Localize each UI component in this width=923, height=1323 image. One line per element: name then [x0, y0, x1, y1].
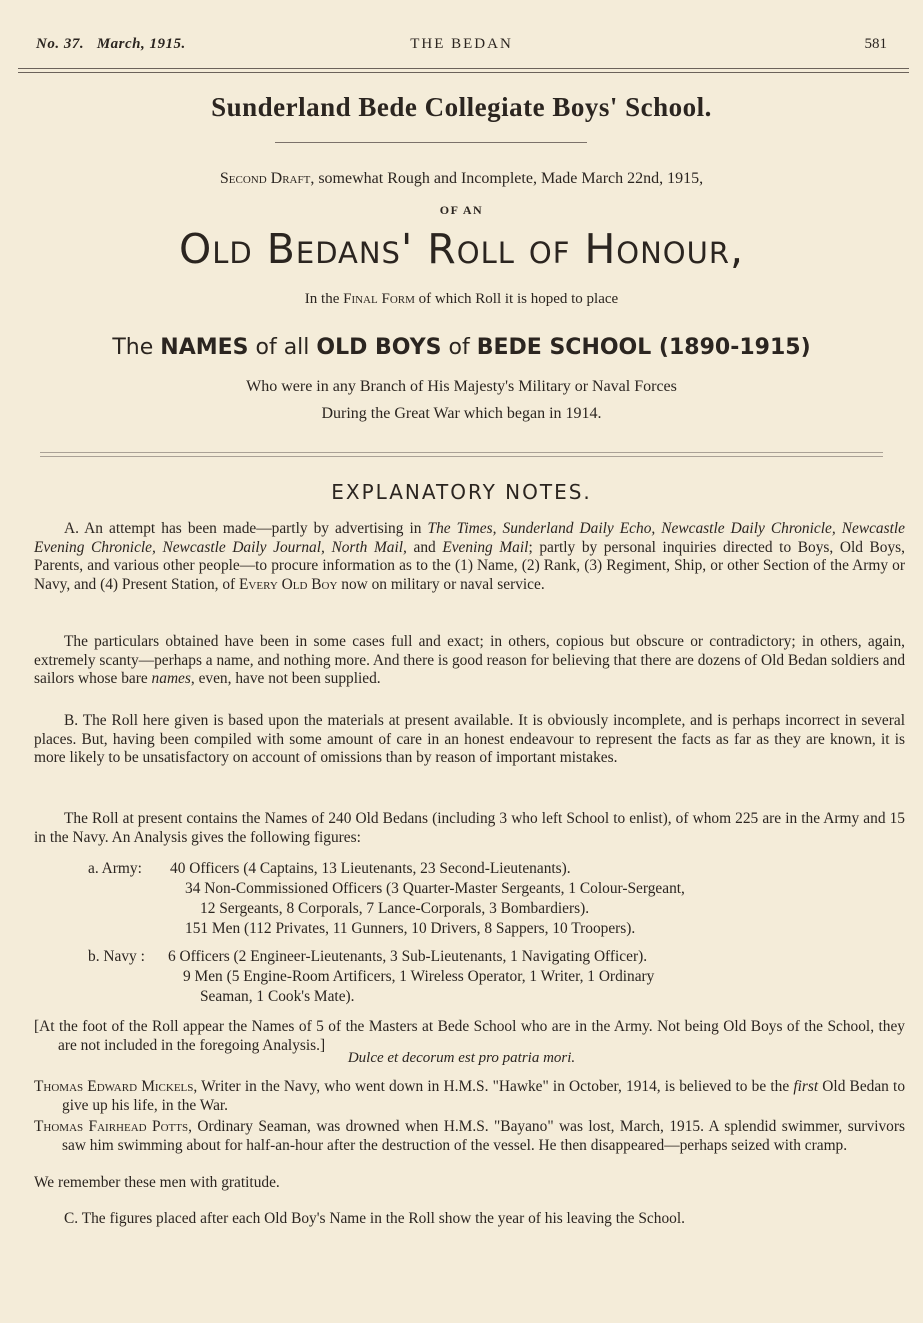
section-rule — [40, 452, 883, 457]
mickels-first: first — [793, 1078, 819, 1095]
draft-line — [0, 170, 923, 188]
note-a-text4: now on military or naval service. — [337, 575, 545, 593]
note-a-label: A. — [64, 520, 79, 537]
issue-date: March, 1915. — [96, 36, 186, 52]
note-b-text: The Roll here given is based upon the materials at present available. It is obviously incomplete, and is perhaps incorrect in several places. But, having been compiled with some amount of care in an honest endeavour to represent the facts as far as they are known, it is more likely to be unsatisfactory on account of omissions than by reason of important mistakes. — [34, 712, 905, 767]
note-a-papers: The Times, Sunderland Daily Echo, Newcastle Daily Chronicle, Newcastle Evening Chronicle, Newcastle Daily Journal, North Mail, — [34, 520, 906, 556]
note-a-text1: An attempt has been made—partly by advertising in — [78, 520, 428, 537]
final-form-pre: In the — [304, 291, 344, 307]
mickels-text1: , Writer in the Navy, who went down in H.M.S. "Hawke" in October, 1914, is believed to be the — [193, 1078, 794, 1095]
roll-title: Old Bedans' Roll of Honour, — [178, 225, 745, 273]
names-w1: The — [112, 335, 161, 360]
potts-entry — [34, 1118, 905, 1155]
final-form-sc: Final Form — [343, 291, 415, 307]
note-c-text: The figures placed after each Old Boy's Name in the Roll show the year of his leaving the School. — [78, 1210, 685, 1227]
navy-line-1: 6 Officers (2 Engineer-Lieutenants, 3 Sub-Lieutenants, 1 Navigating Officer). — [168, 948, 648, 965]
potts-text: , Ordinary Seaman, was drowned when H.M.S. "Bayano" was lost, March, 1915. A splendid swimmer, survivors saw him swimming about for half-an-hour after the destruction of the vessel. He then disappeared—perhaps seized with cramp. — [62, 1118, 905, 1154]
title-rule — [275, 142, 587, 143]
school-title: Sunderland Bede Collegiate Boys' School. — [211, 92, 712, 122]
army-line-1: 40 Officers (4 Captains, 13 Lieutenants, 23 Second-Lieutenants). — [170, 860, 571, 877]
army-line-2: 34 Non-Commissioned Officers (3 Quarter-Master Sergeants, 1 Colour-Sergeant, — [185, 880, 685, 897]
header-rule — [18, 68, 909, 73]
navy-line-3: Seaman, 1 Cook's Mate). — [200, 988, 355, 1005]
note-c-label: C. — [64, 1210, 79, 1227]
army-label: a. Army: — [88, 860, 142, 877]
mickels-entry — [34, 1078, 905, 1115]
army-line-4: 151 Men (112 Privates, 11 Gunners, 10 Drivers, 8 Sappers, 10 Troopers). — [185, 920, 636, 937]
motto: Dulce et decorum est pro patria mori. — [347, 1050, 576, 1066]
note-c — [34, 1210, 905, 1229]
note-particulars — [34, 633, 905, 689]
who-line-1: Who were in any Branch of His Majesty's Military or Naval Forces — [246, 378, 677, 395]
who-line-2: During the Great War which began in 1914. — [321, 405, 602, 422]
names-w3: of all — [248, 335, 317, 360]
names-w5: of — [441, 335, 477, 360]
note-a-evening-mail: Evening Mail — [442, 538, 529, 556]
names-w2: NAMES — [160, 335, 249, 360]
note-a — [34, 520, 905, 594]
navy-line-2: 9 Men (5 Engine-Room Artificers, 1 Wireless Operator, 1 Writer, 1 Ordinary — [183, 968, 655, 985]
issue-number: No. 37. — [36, 36, 85, 52]
note-a-every-old-boy: Every Old Boy — [239, 575, 338, 593]
remember-line: We remember these men with gratitude. — [34, 1174, 280, 1191]
note-roll-count: The Roll at present contains the Names of 240 Old Bedans (including 3 who left School to enlist), of whom 225 are in the Army and 15 in the Navy. An Analysis gives the following figures: — [34, 810, 905, 846]
names-title — [0, 335, 923, 360]
note-a-text2: and — [406, 538, 443, 556]
particulars-end: , even, have not been supplied. — [190, 670, 381, 688]
navy-label: b. Navy : — [88, 948, 145, 965]
mickels-name: Thomas Edward Mickels — [34, 1078, 194, 1095]
masters-note: [At the foot of the Roll appear the Names of 5 of the Masters at Bede School who are in the Army. Not being Old Boys of the School, they are not included in the foregoing Analysis.] — [34, 1018, 905, 1054]
names-w6: BEDE SCHOOL (1890-1915) — [476, 335, 811, 360]
army-line-3: 12 Sergeants, 8 Corporals, 7 Lance-Corporals, 3 Bombardiers). — [200, 900, 590, 917]
potts-name: Thomas Fairhead Potts — [34, 1118, 189, 1135]
particulars-names: names — [151, 670, 191, 688]
draft-rest: , somewhat Rough and Incomplete, Made March 22nd, 1915, — [310, 170, 704, 187]
of-an: OF AN — [439, 203, 484, 217]
draft-lead: Second Draft — [219, 170, 311, 187]
running-head — [36, 36, 887, 60]
note-b — [34, 712, 905, 768]
names-w4: OLD BOYS — [316, 335, 442, 360]
final-form-post: of which Roll it is hoped to place — [414, 291, 619, 307]
particulars-text: The particulars obtained have been in some cases full and exact; in others, copious but obscure or contradictory; in others, again, extremely scanty—perhaps a name, and nothing more. And there is good reason for believing that there are dozens of Old Bedan soldiers and sailors whose bare — [34, 633, 906, 688]
notes-title: EXPLANATORY NOTES. — [331, 480, 592, 504]
page-number: 581 — [864, 36, 887, 52]
note-a-text3: ; partly by personal inquiries directed to Boys, Old Boys, Parents, and various other people—to procure information as to the (1) Name, (2) Rank, (3) Regiment, Ship, or other Section of the Army or Navy, and (4) Present Station, of — [34, 538, 906, 593]
final-form-line — [0, 291, 923, 308]
mickels-text2: Old Bedan to give up his life, in the War. — [62, 1078, 906, 1114]
note-b-label: B. — [64, 712, 79, 729]
journal-name: THE BEDAN — [410, 36, 513, 52]
